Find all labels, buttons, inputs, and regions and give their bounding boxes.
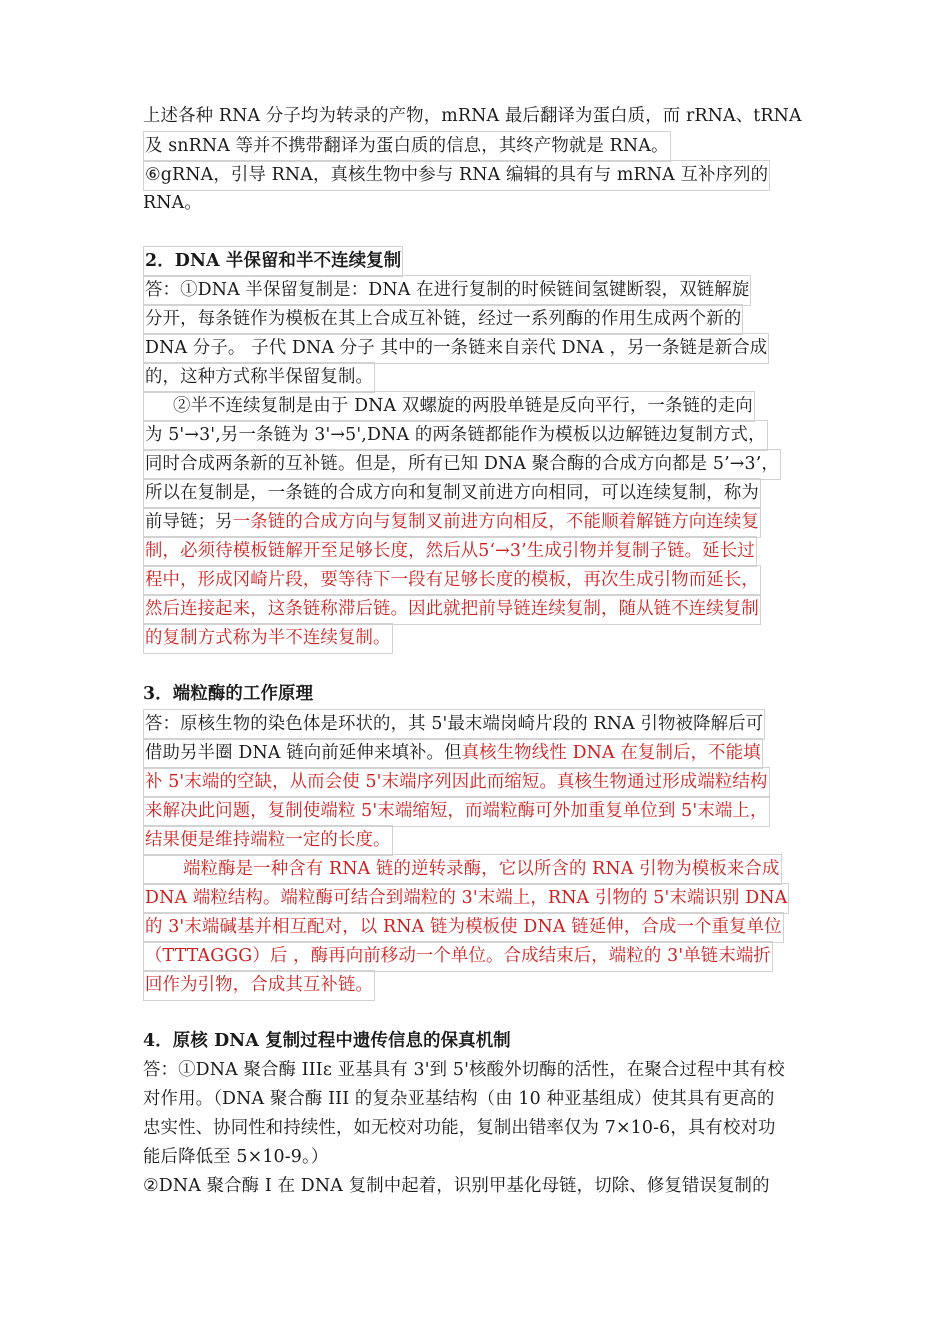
highlighted-text: 来解决此问题，复制使端粒 5'末端缩短，而端粒酶可外加重复单位到 5'末端上， <box>145 801 768 821</box>
text-line <box>143 565 761 596</box>
text-span: 及 snRNA 等并不携带翻译为蛋白质的信息，其终产物就是 RNA。 <box>145 136 669 156</box>
text-span: 上述各种 RNA 分子均为转录的产物，mRNA 最后翻译为蛋白质，而 rRNA、tRNA <box>143 106 802 126</box>
text-span: 分开，每条链作为模板在其上合成互补链，经过一系列酶的作用生成两个新的 <box>145 309 742 329</box>
text-span: 对作用。（DNA 聚合酶 III 的复杂亚基结构（由 10 种亚基组成）使其具有更高的 <box>143 1089 775 1109</box>
text-line <box>143 796 770 827</box>
text-line <box>143 478 761 509</box>
text-span: 答：原核生物的染色体是环状的，其 5'最末端岗崎片段的 RNA 引物被降解后可 <box>145 714 764 734</box>
text-span: DNA 分子。 子代 DNA 分子 其中的一条链来自亲代 DNA ，另一条链是新合成 <box>145 338 768 358</box>
section-heading <box>143 680 313 709</box>
highlighted-text: 的 3'末端碱基并相互配对，以 RNA 链为模板使 DNA 链延伸，合成一个重复单位 <box>145 917 782 937</box>
text-line <box>143 131 671 162</box>
section-heading <box>143 1027 511 1056</box>
text-line <box>143 391 755 422</box>
text-line <box>143 362 375 393</box>
highlighted-text: 然后连接起来，这条链称滞后链。因此就把前导链连续复制，随从链不连续复制 <box>145 599 759 619</box>
text-line <box>143 623 393 654</box>
highlighted-text: 一条链的合成方向与复制叉前进方向相反，不能顺着解链方向连续复 <box>232 512 759 532</box>
text-span: ⑥gRNA，引导 RNA，真核生物中参与 RNA 编辑的具有与 mRNA 互补序列的 <box>145 165 769 185</box>
text-span: 前导链；另 <box>145 512 233 532</box>
text-line <box>143 160 770 191</box>
text-line <box>143 594 761 625</box>
text-line <box>143 536 757 567</box>
text-span: 为 5'→3',另一条链为 3'→5',DNA 的两条链都能作为模板以边解链边复制方式， <box>145 425 766 445</box>
text-span: 同时合成两条新的互补链。但是，所有已知 DNA 聚合酶的合成方向都是 5’→3’， <box>145 454 779 474</box>
highlighted-text: 补 5'末端的空缺，从而会使 5'末端序列因此而缩短。真核生物通过形成端粒结构 <box>145 772 768 792</box>
text-line <box>143 1143 328 1172</box>
text-line <box>143 854 782 885</box>
text-line <box>143 1056 785 1085</box>
highlighted-text: 程中，形成冈崎片段，要等待下一段有足够长度的模板，再次生成引物而延长， <box>145 570 759 590</box>
text-line <box>143 767 770 798</box>
text-line <box>143 275 751 306</box>
text-line <box>143 941 773 972</box>
text-line <box>143 883 789 914</box>
text-span: 忠实性、协同性和持续性，如无校对功能，复制出错率仅为 7×10-6，具有校对功 <box>143 1118 776 1138</box>
text-line <box>143 189 202 218</box>
text-line <box>143 507 761 538</box>
text-span: 4．原核 DNA 复制过程中遗传信息的保真机制 <box>143 1031 511 1051</box>
text-line <box>143 1172 770 1201</box>
text-line <box>143 970 375 1001</box>
text-line <box>143 709 765 740</box>
highlighted-text: 的复制方式称为半不连续复制。 <box>145 628 391 648</box>
highlighted-text: （TTTAGGG）后 ，酶再向前移动一个单位。合成结束后，端粒的 3'单链末端折 <box>145 946 771 966</box>
highlighted-text: 真核生物线性 DNA 在复制后，不能填 <box>461 743 761 763</box>
text-line <box>143 102 802 131</box>
highlighted-text: 结果便是维持端粒一定的长度。 <box>145 830 391 850</box>
highlighted-text: 回作为引物，合成其互补链。 <box>145 975 374 995</box>
text-span: RNA。 <box>143 193 202 213</box>
text-span: 能后降低至 5×10-9。） <box>143 1147 329 1167</box>
text-span: 3．端粒酶的工作原理 <box>143 684 314 704</box>
text-line <box>143 912 784 943</box>
text-line <box>143 333 769 364</box>
highlighted-text: 制，必须待模板链解开至足够长度，然后从5‘→3’生成引物并复制子链。延长过 <box>145 541 755 561</box>
text-span: ②半不连续复制是由于 DNA 双螺旋的两股单链是反向平行，一条链的走向 <box>173 396 753 416</box>
text-line <box>143 738 763 769</box>
text-line <box>143 1114 776 1143</box>
highlighted-text: 端粒酶是一种含有 RNA 链的逆转录酶，它以所含的 RNA 引物为模板来合成 <box>183 859 780 879</box>
text-line <box>143 1085 775 1114</box>
text-line <box>143 304 743 335</box>
section-heading <box>143 246 403 277</box>
text-span: 2．DNA 半保留和半不连续复制 <box>145 251 402 271</box>
text-span: 答：①DNA 聚合酶 IIIε 亚基具有 3'到 5'核酸外切酶的活性，在聚合过程中其有校 <box>143 1060 785 1080</box>
text-line <box>143 449 781 480</box>
text-line <box>143 825 393 856</box>
text-line <box>143 420 768 451</box>
text-span: 借助另半圈 DNA 链向前延伸来填补。但 <box>145 743 462 763</box>
text-span: 的，这种方式称半保留复制。 <box>145 367 374 387</box>
text-span: 答：①DNA 半保留复制是：DNA 在进行复制的时候链间氢键断裂，双链解旋 <box>145 280 750 300</box>
text-span: 所以在复制是，一条链的合成方向和复制叉前进方向相同，可以连续复制，称为 <box>145 483 759 503</box>
text-span: ②DNA 聚合酶 I 在 DNA 复制中起着，识别甲基化母链，切除、修复错误复制的 <box>143 1176 770 1196</box>
highlighted-text: DNA 端粒结构。端粒酶可结合到端粒的 3'末端上，RNA 引物的 5'末端识别 DNA <box>145 888 788 908</box>
